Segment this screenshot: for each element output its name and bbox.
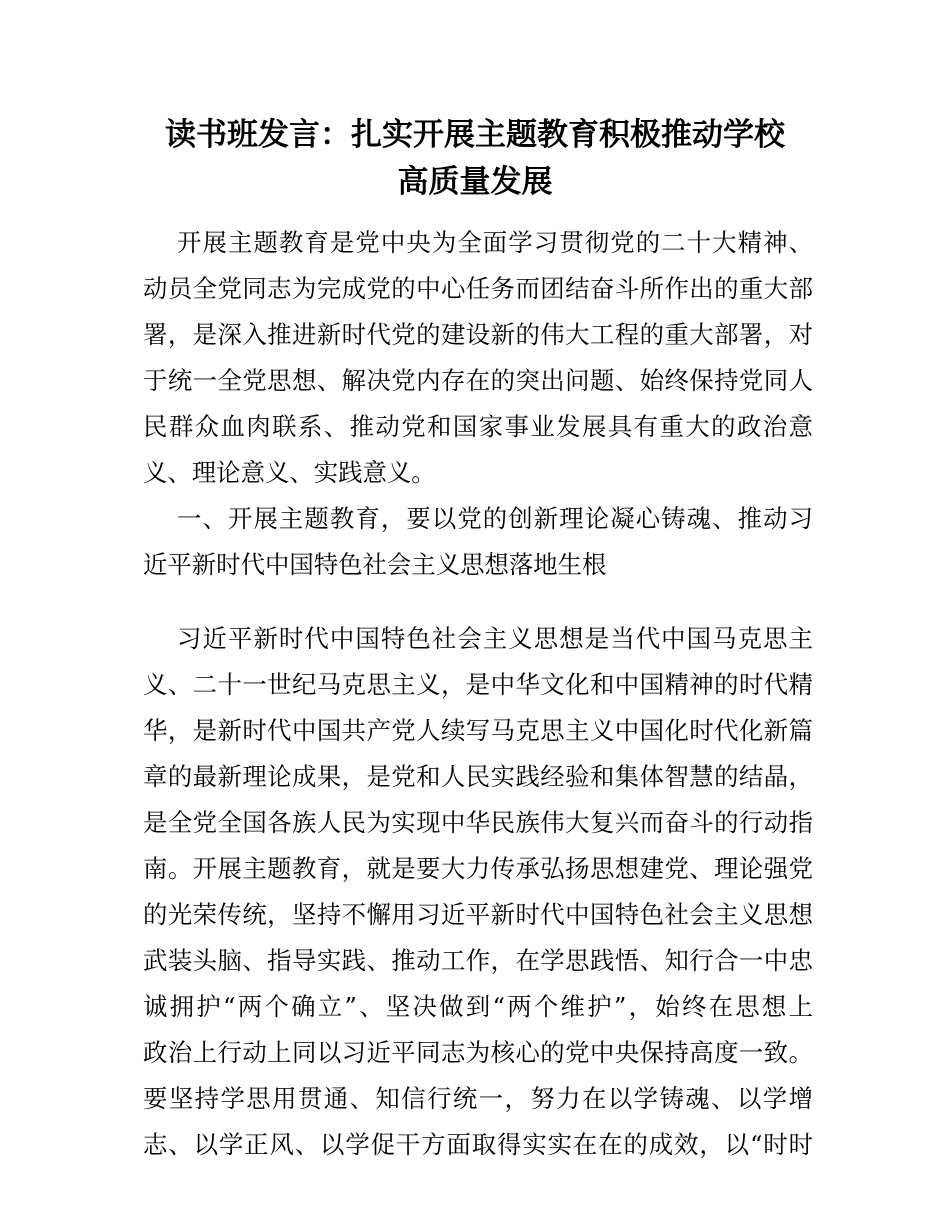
paragraph-line: 义、理论意义、实践意义。 <box>143 458 436 487</box>
paragraph-line: 习近平新时代中国特色社会主义思想是当代中国马克思主 <box>177 624 813 653</box>
paragraph-line: 要坚持学思用贯通、知信行统一，努力在以学铸魂、以学增 <box>143 1084 813 1113</box>
paragraph-line: 署，是深入推进新时代党的建设新的伟大工程的重大部署，对 <box>143 320 813 349</box>
document-title-line-1: 读书班发言：扎实开展主题教育积极推动学校 <box>165 117 785 153</box>
paragraph-line: 民群众血肉联系、推动党和国家事业发展具有重大的政治意 <box>143 412 813 441</box>
document-title-line-2: 高质量发展 <box>397 164 553 200</box>
paragraph-line: 武装头脑、指导实践、推动工作，在学思践悟、知行合一中忠 <box>143 946 813 975</box>
heading-line: 一、开展主题教育，要以党的创新理论凝心铸魂、推动习 <box>177 504 813 533</box>
paragraph-line: 动员全党同志为完成党的中心任务而团结奋斗所作出的重大部 <box>143 274 813 303</box>
paragraph-line: 南。开展主题教育，就是要大力传承弘扬思想建党、理论强党 <box>143 854 813 883</box>
paragraph-line: 的光荣传统，坚持不懈用习近平新时代中国特色社会主义思想 <box>143 900 813 929</box>
paragraph-line: 是全党全国各族人民为实现中华民族伟大复兴而奋斗的行动指 <box>143 808 813 837</box>
paragraph-line: 开展主题教育是党中央为全面学习贯彻党的二十大精神、 <box>177 228 813 257</box>
paragraph-line: 章的最新理论成果，是党和人民实践经验和集体智慧的结晶， <box>143 762 813 791</box>
paragraph-line: 志、以学正风、以学促干方面取得实实在在的成效，以“时时 <box>143 1130 813 1159</box>
paragraph-line: 政治上行动上同以习近平同志为核心的党中央保持高度一致。 <box>143 1038 813 1067</box>
paragraph-line: 诚拥护“两个确立”、坚决做到“两个维护”，始终在思想上 <box>143 992 813 1021</box>
paragraph-line: 义、二十一世纪马克思主义，是中华文化和中国精神的时代精 <box>143 670 813 699</box>
paragraph-line: 华，是新时代中国共产党人续写马克思主义中国化时代化新篇 <box>143 716 813 745</box>
paragraph-line: 于统一全党思想、解决党内存在的突出问题、始终保持党同人 <box>143 366 813 395</box>
heading-line: 近平新时代中国特色社会主义思想落地生根 <box>143 550 607 579</box>
